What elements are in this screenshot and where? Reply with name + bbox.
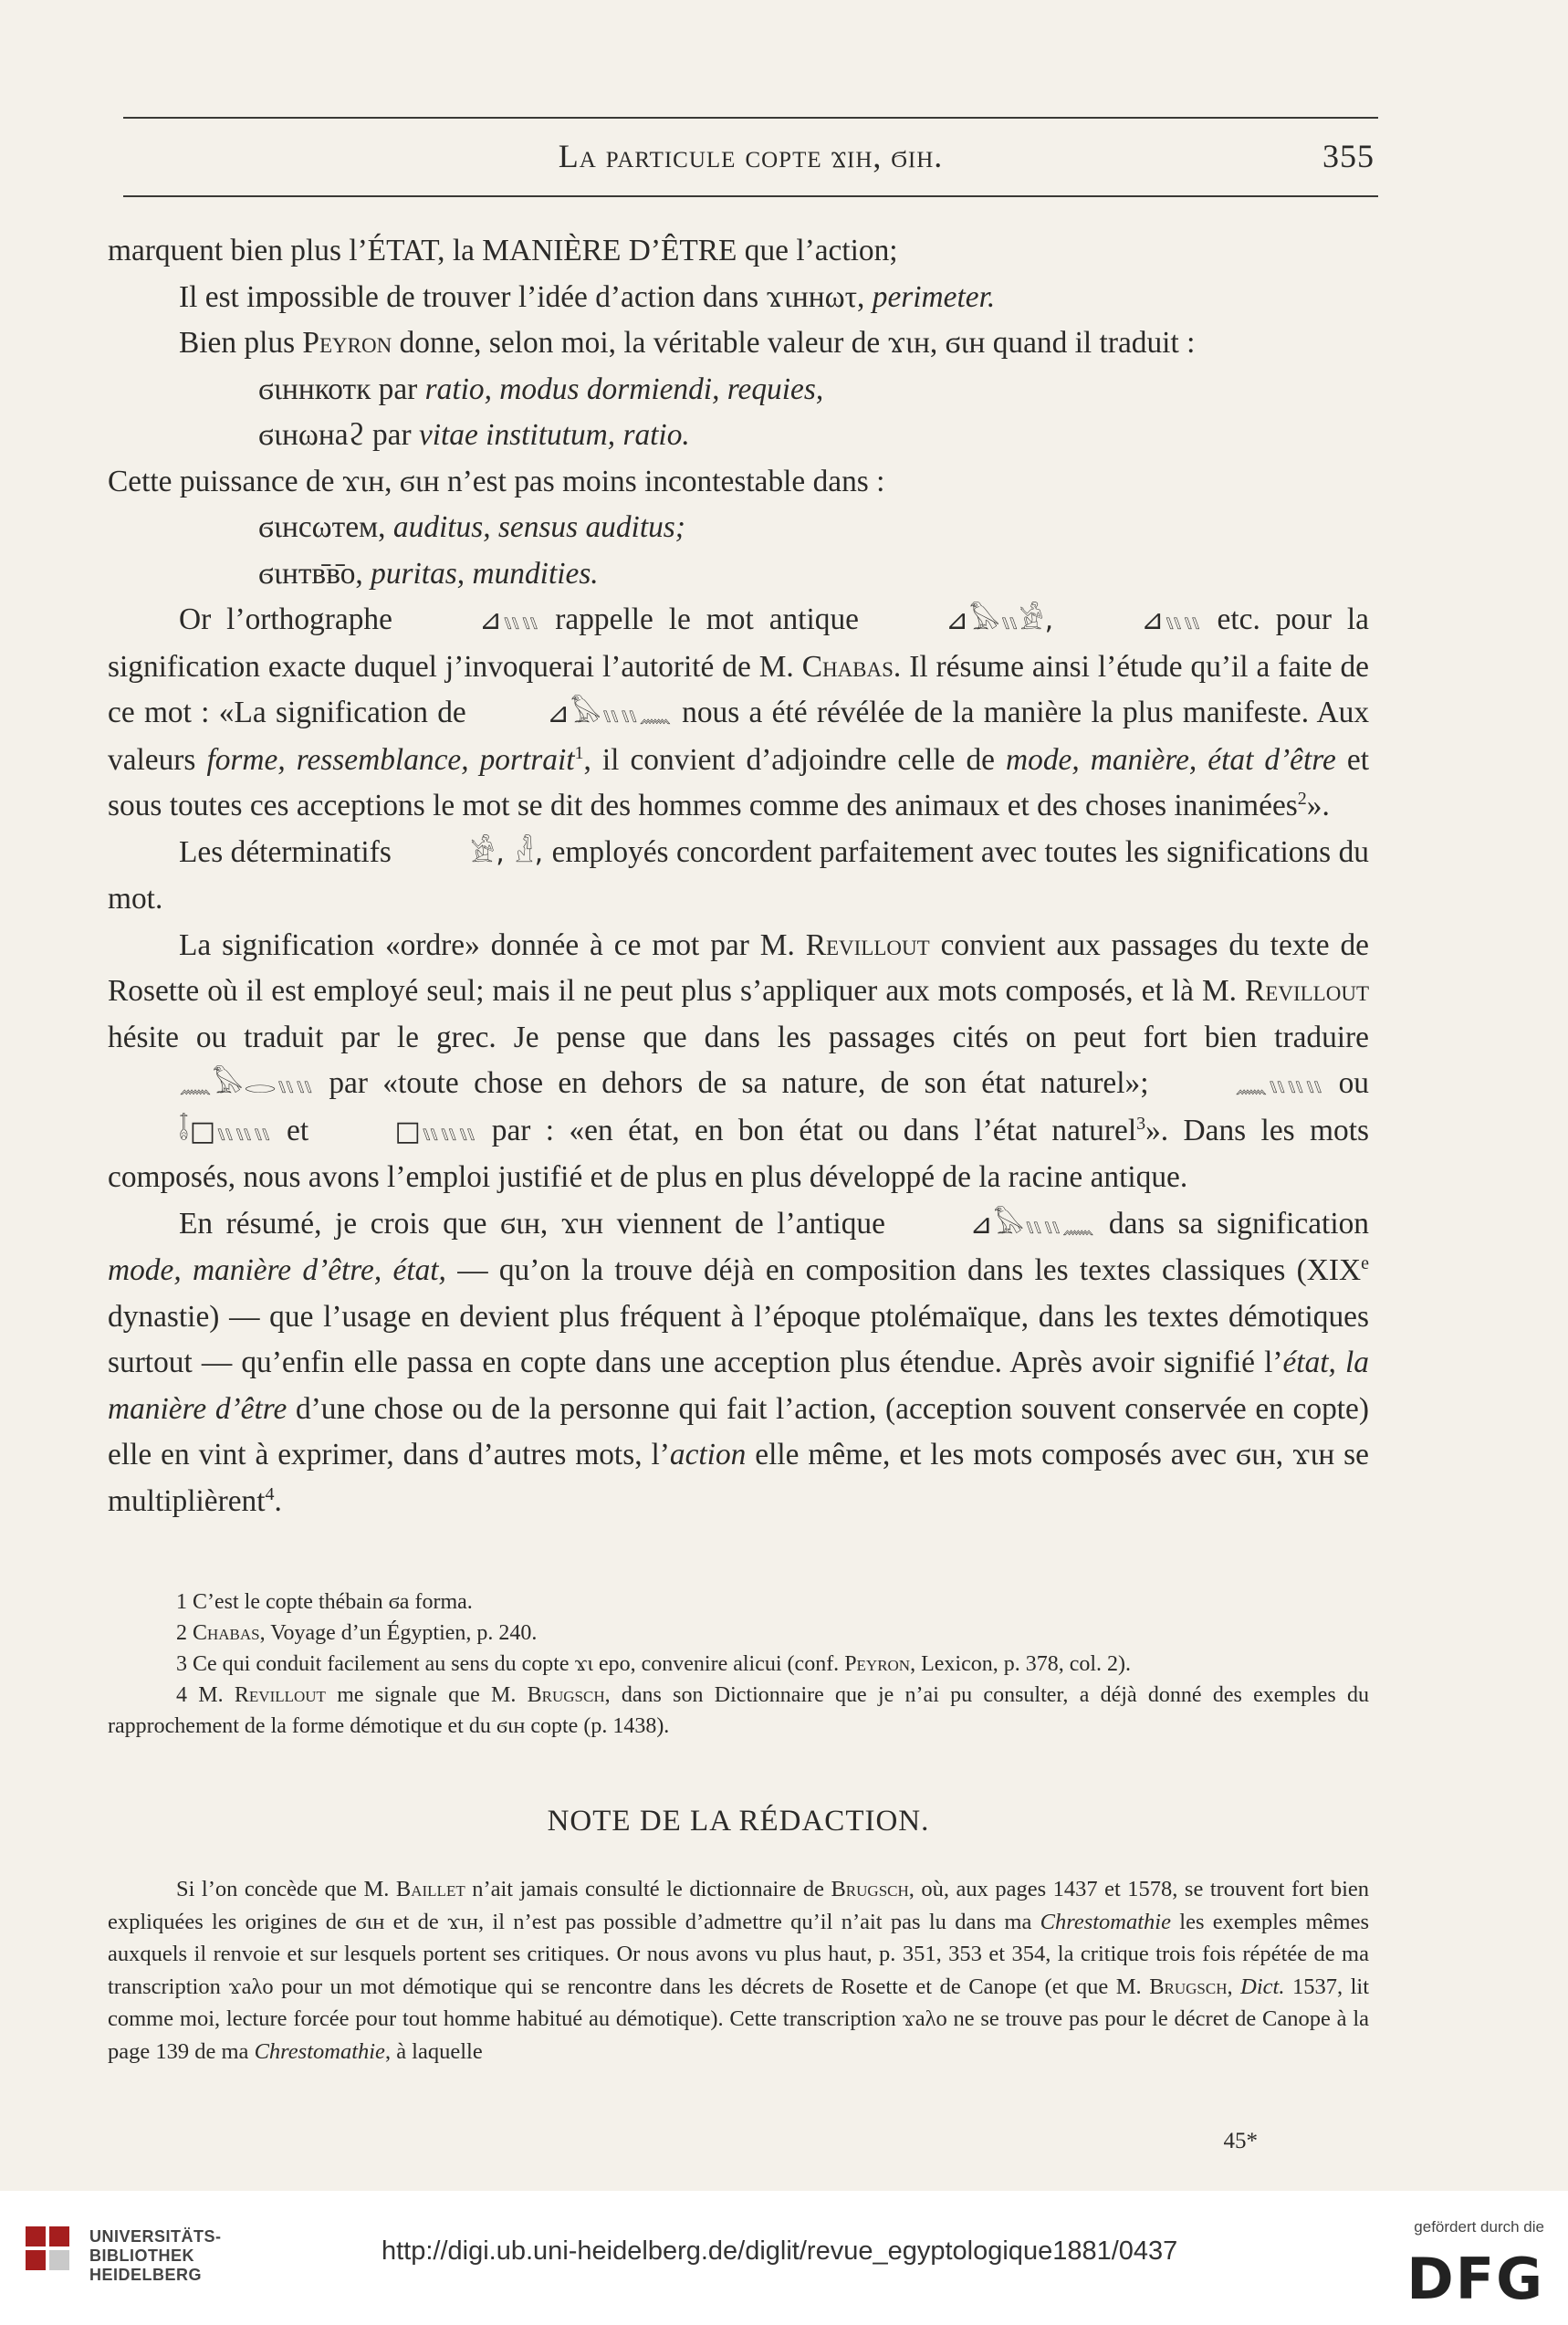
hieroglyph-group: ⊿𓅃𓏭𓏭𓈖: [547, 697, 673, 729]
hieroglyph-group: ⊿𓅃𓏭𓀀,: [945, 604, 1055, 636]
redaction-note: [108, 1873, 1369, 2068]
dfg-logo: DFG: [1406, 2246, 1544, 2312]
hieroglyph-group: □𓏭𓏭𓏭: [394, 1115, 477, 1147]
header-rule-bottom: [123, 195, 1378, 197]
funding-note: gefördert durch die: [1414, 2218, 1544, 2236]
footnote-ref: 4: [265, 1483, 275, 1504]
running-header: [123, 137, 1378, 183]
running-title: La particule copte ϫιн, ϭιн.: [558, 138, 944, 174]
paragraph: Il est impossible de trouver l’idée d’action dans ϫιннωτ, perimeter.: [179, 279, 996, 314]
paragraph: marquent bien plus l’ÉTAT, la MANIÈRE D’ÊTRE que l’action;: [108, 234, 898, 267]
hieroglyph-group: 𓄤□𓏭𓏭𓏭: [179, 1115, 272, 1147]
example-line: ϭιннкотк par ratio, modus dormiendi, requies,: [258, 372, 824, 406]
footnote: 2 Chabas, Voyage d’un Égyptien, p. 240.: [176, 1621, 538, 1645]
footnote-ref: 1: [574, 742, 584, 763]
hieroglyph-group: 𓈖𓏭𓏭𓏭: [1234, 1068, 1324, 1100]
paragraph: Bien plus Peyron donne, selon moi, la véritable valeur de ϫιн, ϭιн quand il traduit :: [179, 326, 1196, 360]
example-line: ϭιнωнаϩ par vitae institutum, ratio.: [258, 418, 690, 452]
hieroglyph-group: ⊿𓏭𓏭: [478, 604, 540, 636]
paragraph: Or l’orthographe ⊿𓏭𓏭 rappelle le mot antique ⊿𓅃𓏭𓀀, ⊿𓏭𓏭 etc. pour la signification exacte duquel j’invoquerai l’autorité de M. Chabas. Il résume ainsi l’étude qu’il a faite de ce mot : «La signification de ⊿𓅃𓏭𓏭𓈖 nous a été révélée de la manière la plus manifeste. Aux valeurs forme, ressemblance, portrait$^1$, il convient d’adjoindre celle de mode, manière, état d’être et sous toutes ces acceptions le mot se dit des hommes comme des animaux et des choses inanimées$^2$».: [108, 597, 1369, 830]
footnote: 4 M. Revillout me signale que M. Brugsch, dans son Dictionnaire que je n’ai pu consulter, a déjà donné des exemples du rapprochement de la forme démotique et du ϭιн copte (p. 1438).: [108, 1683, 1370, 1738]
example-line: ϭιнсωтем, auditus, sensus auditus;: [258, 510, 685, 544]
hieroglyph-group: ⊿𓏭𓏭: [1141, 604, 1202, 636]
permalink[interactable]: http://digi.ub.uni-heidelberg.de/diglit/revue_egyptologique1881/0437: [382, 2236, 1178, 2266]
library-name: UNIVERSITÄTS- BIBLIOTHEK HEIDELBERG: [89, 2227, 222, 2284]
signature-mark: 45*: [1223, 2129, 1258, 2153]
paragraph: En résumé, je crois que ϭιн, ϫιн viennent de l’antique ⊿𓅃𓏭𓏭𓈖 dans sa signification mode, manière d’être, état, — qu’on la trouve déjà en composition dans les textes classiques (XIXe dynastie) — que l’usage en devient plus fréquent à l’époque ptolémaïque, dans les textes démotiques surtout — qu’enfin elle passa en copte dans une acception plus étendue. Après avoir signifié l’état, la manière d’être d’une chose ou de la personne qui fait l’action, (acception souvent conservée en copte) elle en vint à exprimer, dans d’autres mots, l’action elle même, et les mots composés avec ϭιн, ϫιн se multiplièrent$^4$.: [108, 1201, 1369, 1525]
example-line: ϭιнтв̄в̄о, puritas, mundities.: [258, 556, 599, 591]
university-library-logo-icon: [24, 2225, 78, 2276]
footnote: 3 Ce qui conduit facilement au sens du copte ϫι еро, convenire alicui (conf. Peyron, Lexicon, p. 378, col. 2).: [176, 1652, 1132, 1676]
footnote-ref: 3: [1136, 1113, 1146, 1134]
main-text: [108, 228, 1369, 1524]
hieroglyph-group: ⊿𓅃𓏭𓏭𓈖: [969, 1208, 1096, 1241]
paragraph: Les déterminatifs 𓀀, 𓁐, employés concordent parfaitement avec toutes les significations du mot.: [108, 830, 1369, 923]
hieroglyph-group: 𓈖𓅃𓂋𓏭𓏭: [179, 1068, 314, 1100]
footnotes: [108, 1587, 1369, 1742]
paragraph: Cette puissance de ϫιн, ϭιн n’est pas moins incontestable dans :: [108, 464, 885, 498]
digitization-footer: [0, 2191, 1568, 2325]
footnote: 1 C’est le copte thébain ϭа forma.: [176, 1590, 473, 1614]
section-title: NOTE DE LA RÉDACTION.: [547, 1805, 930, 1838]
paragraph: Si l’on concède que M. Baillet n’ait jamais consulté le dictionnaire de Brugsch, où, aux pages 1437 et 1578, se trouvent fort bien expliquées les origines de ϭιн et de ϫιн, il n’est pas possible d’admettre qu’il n’ait pas lu dans ma Chrestomathie les exemples mêmes auxquels il renvoie et sur lesquels portent ses critiques. Or nous avons vu plus haut, p. 351, 353 et 354, la critique trois fois répétée de ma transcription ϫаλо pour un mot démotique qui se rencontre dans les décrets de Rosette et de Canope (et que M. Brugsch, Dict. 1537, lit comme moi, lecture forcée pour tout homme habitué au démotique). Cette transcription ϫаλо ne se trouve pas pour le décret de Canope à la page 139 de ma Chrestomathie, à laquelle: [108, 1877, 1370, 2064]
page-number: 355: [1322, 138, 1375, 174]
paragraph: La signification «ordre» donnée à ce mot par M. Revillout convient aux passages du texte de Rosette où il est employé seul; mais il ne peut plus s’appliquer aux mots composés, et là M. Revillout hésite ou traduit par le grec. Je pense que dans les passages cités on peut fort bien traduire 𓈖𓅃𓂋𓏭𓏭 par «toute chose en dehors de sa nature, de son état naturel»; 𓈖𓏭𓏭𓏭 ou 𓄤□𓏭𓏭𓏭 et □𓏭𓏭𓏭 par : «en état, en bon état ou dans l’état naturel$^3$». Dans les mots composés, nous avons l’emploi justifié et de plus en plus développé de la racine antique.: [108, 927, 1369, 1194]
footnote-ref: 2: [1297, 788, 1307, 809]
header-rule-top: [123, 117, 1378, 119]
hieroglyph-group: 𓀀, 𓁐,: [470, 836, 545, 869]
